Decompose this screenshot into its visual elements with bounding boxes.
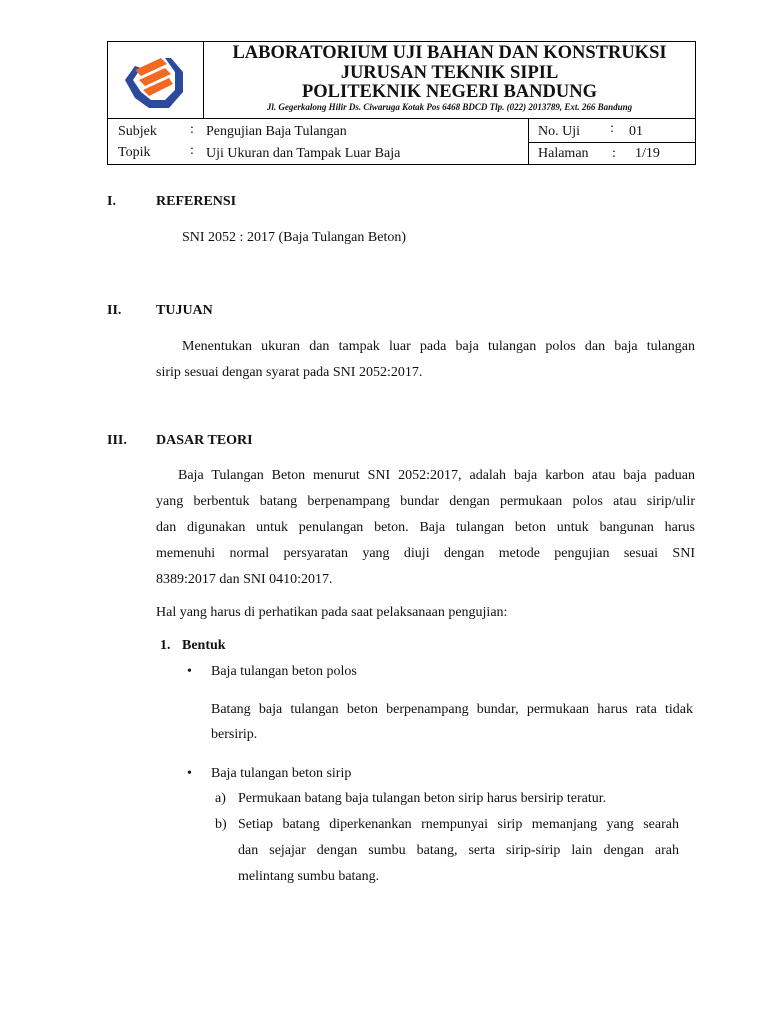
nouji-label: No. Uji	[538, 124, 580, 139]
institution-title: POLITEKNIK NEGERI BANDUNG	[301, 82, 597, 102]
item-b-line-1: Setiap batang diperkenankan rnempunyai sirip memanjang yang searah	[238, 817, 679, 832]
item-a-text: Permukaan batang baja tulangan beton sirip harus bersirip teratur.	[238, 791, 607, 806]
topik-label: Topik	[118, 145, 151, 160]
tujuan-line-2: sirip sesuai dengan syarat pada SNI 2052:2017.	[156, 365, 423, 380]
subsection-1-title: Bentuk	[182, 638, 226, 653]
halaman-value: 1/19	[635, 146, 660, 161]
teori-line-4: memenuhi normal persyaratan yang diuji dengan metode pengujian sesuai SNI	[156, 546, 695, 561]
teori-line-2: yang berbentuk batang berpenampang bundar dengan permukaan polos atau sirip/ulir	[156, 494, 695, 509]
address-line: Jl. Gegerkalong Hilir Ds. Ciwaruga Kotak Pos 6468 BDCD Tlp. (022) 2013789, Ext. 266 Bandung	[266, 102, 633, 112]
info-row-divider	[528, 142, 695, 143]
topik-value: Uji Ukuran dan Tampak Luar Baja	[206, 146, 401, 161]
tujuan-line-1: Menentukan ukuran dan tampak luar pada baja tulangan polos dan baja tulangan	[182, 339, 695, 354]
halaman-colon: :	[612, 146, 616, 161]
hal-note: Hal yang harus di perhatikan pada saat pelaksanaan pengujian:	[156, 605, 508, 620]
subjek-label: Subjek	[118, 124, 157, 139]
teori-line-1: Baja Tulangan Beton menurut SNI 2052:2017, adalah baja karbon atau baja paduan	[178, 468, 695, 483]
topik-colon: :	[190, 143, 194, 158]
bullet-2-text: Baja tulangan beton sirip	[211, 766, 352, 781]
reference-text: SNI 2052 : 2017 (Baja Tulangan Beton)	[182, 230, 406, 245]
subjek-colon: :	[190, 122, 194, 137]
teori-line-5: 8389:2017 dan SNI 0410:2017.	[156, 572, 333, 587]
bullet-icon: •	[187, 664, 192, 679]
section-1-title: REFERENSI	[156, 194, 237, 209]
polban-logo	[121, 52, 189, 110]
halaman-label: Halaman	[538, 146, 589, 161]
bullet-icon: •	[187, 766, 192, 781]
item-a-label: a)	[215, 791, 226, 806]
lab-title: LABORATORIUM UJI BAHAN DAN KONSTRUKSI	[232, 43, 667, 63]
item-b-line-2: dan sejajar dengan sumbu batang, serta sirip-sirip lain dengan arah	[238, 843, 679, 858]
bullet-1-desc-line-1: Batang baja tulangan beton berpenampang bundar, permukaan harus rata tidak	[211, 702, 693, 717]
subsection-1-number: 1.	[160, 638, 171, 653]
section-3-number: III.	[107, 433, 127, 448]
logo-cell	[108, 42, 204, 118]
document-header	[107, 41, 696, 119]
item-b-label: b)	[215, 817, 227, 832]
teori-line-3: dan digunakan untuk penulangan beton. Baja tulangan beton untuk bangunan harus	[156, 520, 695, 535]
section-2-title: TUJUAN	[156, 303, 213, 318]
section-1-number: I.	[107, 194, 116, 209]
department-title: JURUSAN TEKNIK SIPIL	[340, 63, 559, 83]
nouji-colon: :	[610, 121, 614, 136]
bullet-1-desc-line-2: bersirip.	[211, 727, 258, 742]
nouji-value: 01	[629, 124, 643, 139]
subjek-value: Pengujian Baja Tulangan	[206, 124, 347, 139]
item-b-line-3: melintang sumbu batang.	[238, 869, 380, 884]
bullet-1-text: Baja tulangan beton polos	[211, 664, 357, 679]
section-3-title: DASAR TEORI	[156, 433, 253, 448]
info-table	[107, 118, 696, 165]
section-2-number: II.	[107, 303, 122, 318]
